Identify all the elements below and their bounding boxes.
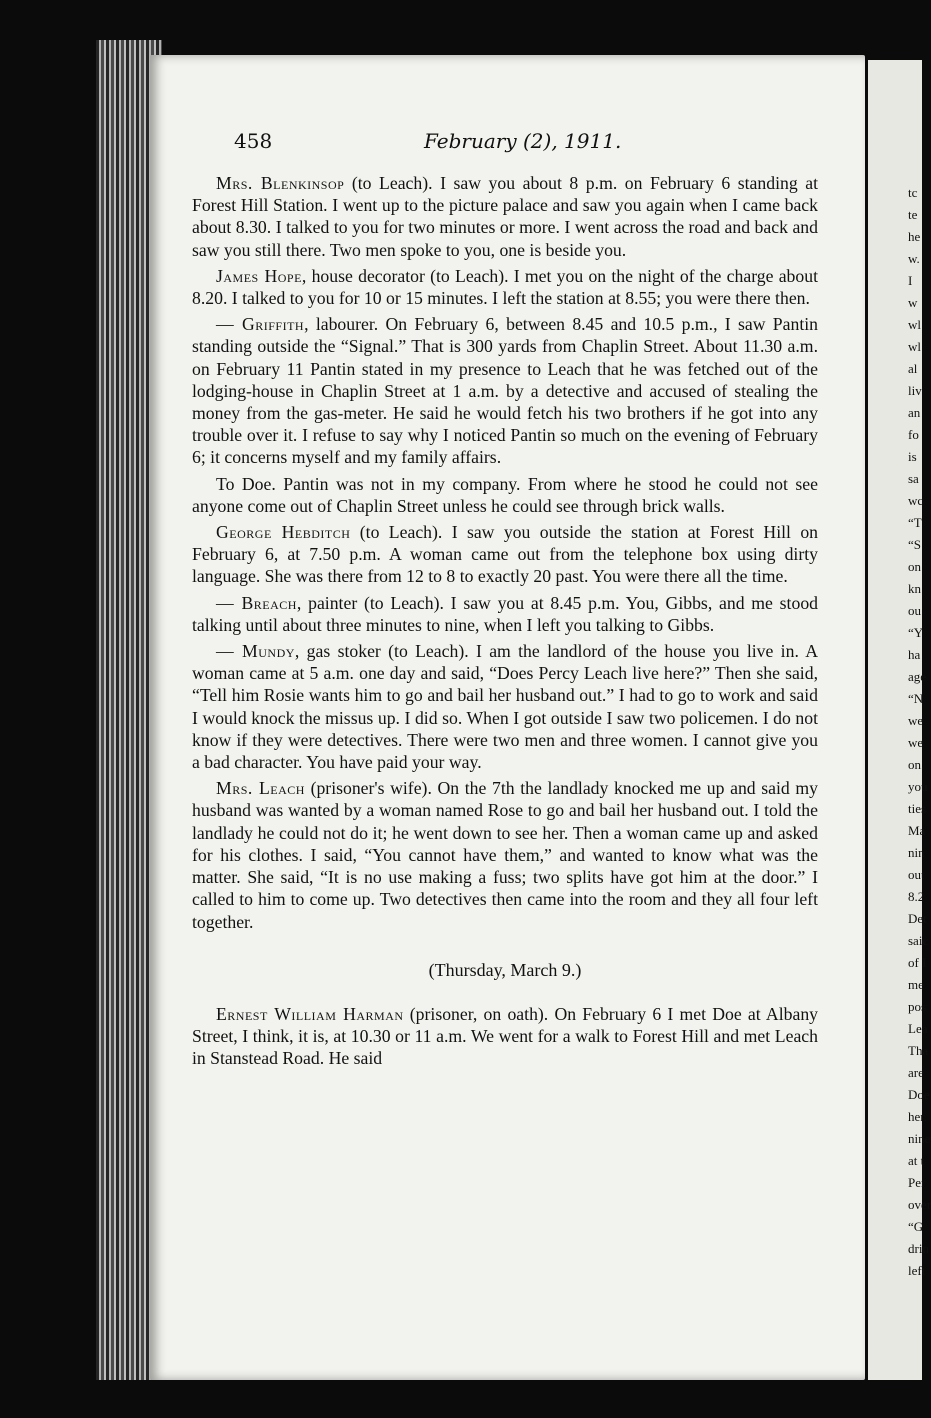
facing-page-fragment: liv: [908, 383, 922, 398]
facing-page-fragment: are: [908, 1065, 924, 1080]
facing-page-fragment: te: [908, 207, 918, 222]
facing-page-fragment: age: [908, 669, 927, 684]
paragraph: — Breach, painter (to Leach). I saw you at 8.45 p.m. You, Gibbs, and me stood talking until about three minutes to nine, when I left you talking to Gibbs.: [192, 592, 819, 635]
page-body: [192, 172, 818, 1074]
facing-page: [868, 60, 931, 1380]
facing-page-fragment: me: [908, 977, 924, 992]
facing-page-fragment: nin: [908, 845, 925, 860]
paragraph: Mrs. Leach (prisoner's wife). On the 7th the landlady knocked me up and said my husband was wanted by a woman named Rose to go and bail her husband out. I told the landlady he could not do it; he went down to see her. Then a woman came up and asked for his clothes. I said, “You cannot have them,” and wanted to know what was the matter. She said, “It is no use making a fuss; two splits have got him at the door.” I called to him to come up. Two detectives then came into the room and they all four left together.: [192, 778, 818, 932]
facing-page-fragment: ties: [908, 801, 927, 816]
facing-page-fragment: ha: [908, 647, 921, 662]
facing-page-fragment: Per: [908, 1175, 926, 1190]
facing-page-fragment: Lea: [908, 1021, 928, 1036]
facing-page-fragment: left: [908, 1263, 926, 1278]
facing-page-fragment: her.: [908, 1109, 928, 1124]
facing-page-fragment: nine: [908, 1131, 931, 1146]
dateline: (Thursday, March 9.): [428, 959, 582, 980]
facing-page-fragment: tc: [908, 185, 918, 200]
facing-page-fragment: Tha: [908, 1043, 929, 1058]
paragraph: Mrs. Blenkinsop (to Leach). I saw you about 8 p.m. on February 6 standing at Forest Hill Station. I went up to the picture palace and saw you again when I came back about 8.30. I talked to you for two minutes or more. I went across the road and back and saw you still there. Two men spoke to you, one is beside you.: [192, 173, 818, 260]
facing-page-fragment: an: [908, 405, 921, 420]
facing-page-fragment: wl: [908, 317, 921, 332]
facing-page-fragment: he: [908, 229, 921, 244]
page-header: [234, 129, 824, 159]
facing-page-fragment: Ma: [908, 823, 926, 838]
facing-page-fragment: we: [908, 713, 924, 728]
facing-page-fragment: wc: [908, 493, 924, 508]
facing-page-fragment: “N: [908, 691, 924, 706]
facing-page-fragment: wl: [908, 339, 921, 354]
speaker-name: — Mundy: [216, 641, 295, 662]
paragraph: — Mundy, gas stoker (to Leach). I am the landlord of the house you live in. A woman came at 5 a.m. one day and said, “Does Percy Leach live here?” Then she said, “Tell him Rosie wants him to go and bail her husband out.” I had to go to work and said I would knock the missus up. I did so. When I got outside I saw two policemen. I do not know if they were detectives. There were two men and three women. I cannot give you a bad character. You have paid your way.: [192, 641, 818, 773]
paragraph: Ernest William Harman (prisoner, on oath). On February 6 I met Doe at Albany Street, I think, it is, at 10.30 or 11 a.m. We went for a walk to Forest Hill and met Leach in Stanstead Road. He said: [192, 1003, 819, 1069]
facing-page-fragment: Doe: [908, 1087, 930, 1102]
facing-page-fragment: “T: [908, 515, 922, 530]
facing-page-fragment: w: [908, 295, 918, 310]
facing-page-fragment: kn: [908, 581, 921, 596]
running-head: February (2), 1911.: [424, 129, 622, 153]
facing-page-fragment: I: [908, 273, 913, 288]
paragraph: To Doe. Pantin was not in my company. From where he stood he could not see anyone come out of Chaplin Street unless he could see through brick walls.: [192, 473, 818, 516]
facing-page-fragment: 8.2: [908, 889, 925, 904]
facing-page-fragment: w.: [908, 251, 920, 266]
speaker-name: Ernest William Harman: [216, 1003, 404, 1024]
facing-page-fragment: drin: [908, 1241, 929, 1256]
speaker-name: — Griffith: [216, 314, 305, 335]
speaker-name: Mrs. Leach: [216, 778, 305, 799]
paragraph: James Hope, house decorator (to Leach). I met you on the night of the charge about 8.20. I talked to you for 10 or 15 minutes. I left the station at 8.55; you were there then.: [192, 265, 819, 309]
speaker-name: James Hope: [216, 265, 302, 286]
facing-page-fragment: at t: [908, 1153, 925, 1168]
facing-page-fragment: over: [908, 1197, 931, 1212]
facing-page-fragment: on.: [908, 757, 925, 772]
facing-page-fragment: Det: [908, 911, 927, 926]
facing-page-fragment: of I: [908, 955, 927, 970]
facing-page-fragment: sa: [908, 471, 919, 486]
page-number: 458: [234, 129, 273, 153]
facing-page-fragment: “S: [908, 537, 921, 552]
facing-page-fragment: al: [908, 361, 918, 376]
facing-page-fragment: “Y: [908, 625, 924, 640]
paragraph: — Griffith, labourer. On February 6, between 8.45 and 10.5 p.m., I saw Pantin standing outside the “Signal.” That is 300 yards from Chaplin Street. About 11.30 a.m. on February 11 Pantin stated in my presence to Leach that he was fetched out of the lodging-house in Chaplin Street at 1 a.m. by a detective and accused of stealing the money from the gas-meter. He said he would fetch his two brothers if he got into any trouble over it. I refuse to say why I noticed Pantin so much on the evening of February 6; it concerns myself and my family affairs.: [192, 314, 818, 468]
facing-page-fragment: you: [908, 779, 928, 794]
facing-page-fragment: is: [908, 449, 917, 464]
facing-page-fragment: fo: [908, 427, 919, 442]
speaker-name: Mrs. Blenkinsop: [216, 173, 345, 193]
speaker-name: George Hebditch: [216, 522, 351, 543]
facing-page-fragment: out: [908, 867, 925, 882]
facing-page-fragment: saic: [908, 933, 929, 948]
facing-page-fragment: ou: [908, 603, 921, 618]
facing-page-fragment: pos: [908, 999, 927, 1014]
speaker-name: — Breach: [216, 592, 297, 613]
facing-page-fragment: on: [908, 559, 921, 574]
facing-page-fragment: we: [908, 735, 924, 750]
paragraph: George Hebditch (to Leach). I saw you outside the station at Forest Hill on February 6, at 7.50 p.m. A woman came out from the telephone box using dirty language. She was there from 12 to 8 to exactly 20 past. You were there all the time.: [192, 522, 819, 587]
facing-page-fragment: “G: [908, 1219, 924, 1234]
